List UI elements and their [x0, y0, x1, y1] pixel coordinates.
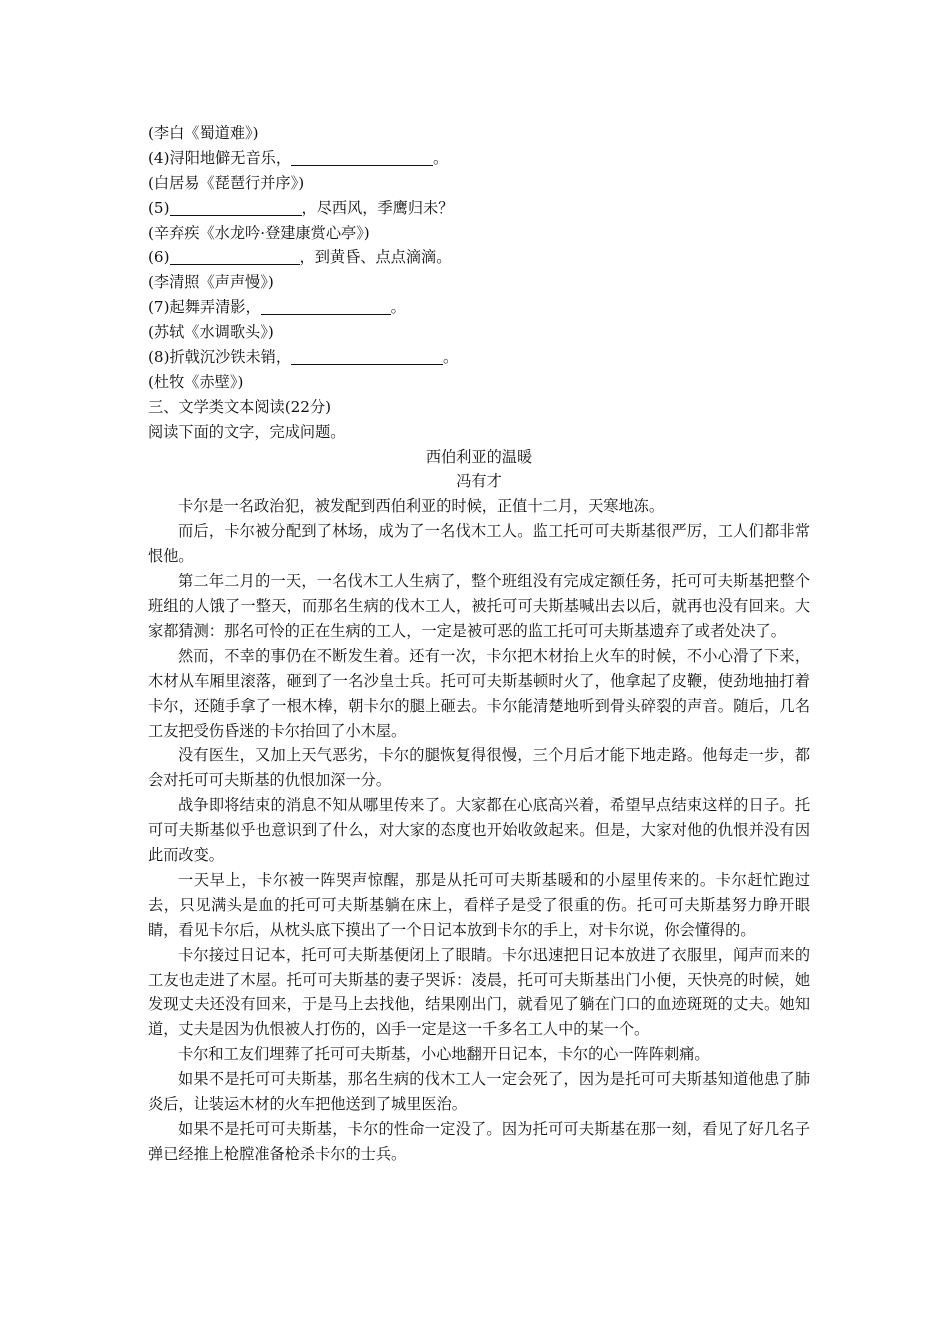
story-paragraph: 如果不是托可可夫斯基，那名生病的伐木工人一定会死了，因为是托可可夫斯基知道他患了肺炎后，让装运木材的火车把他送到了城里医治。: [148, 1070, 810, 1114]
question-suffix: 。: [433, 148, 449, 167]
fill-in-question-8: [148, 345, 810, 370]
fill-in-question-5: [148, 196, 810, 221]
story-paragraph: 卡尔和工友们埋葬了托可可夫斯基，小心地翻开日记本，卡尔的心一阵阵刺痛。: [178, 1045, 710, 1064]
answer-blank[interactable]: [291, 348, 443, 365]
story-paragraph: 卡尔是一名政治犯，被发配到西伯利亚的时候，正值十二月，天寒地冻。: [178, 497, 664, 516]
page-content: [148, 121, 810, 1167]
story-paragraph: 如果不是托可可夫斯基，卡尔的性命一定没了。因为托可可夫斯基在那一刻，看见了好几名子弹已经推上枪膛准备枪杀卡尔的士兵。: [148, 1120, 810, 1163]
fill-in-question-7: [148, 295, 810, 320]
poem-source: (李清照《声声慢》): [148, 273, 274, 292]
reading-instruction: 阅读下面的文字，完成问题。: [148, 422, 346, 441]
answer-blank[interactable]: [170, 248, 300, 265]
section-heading: 三、文学类文本阅读(22分): [148, 397, 332, 416]
answer-blank[interactable]: [291, 149, 433, 166]
question-prefix: (5): [148, 198, 170, 217]
story-paragraph: 第二年二月的一天，一名伐木工人生病了，整个班组没有完成定额任务，托可可夫斯基把整个班组的人饿了一整天，而那名生病的伐木工人，被托可可夫斯基喊出去以后，就再也没有回来。大家都猜测：那名可怜的正在生病的工人，一定是被可恶的监工托可可夫斯基遗弃了或者处决了。: [148, 572, 810, 640]
poem-source: (杜牧《赤壁》): [148, 372, 244, 391]
fill-in-question-4: [148, 146, 810, 171]
poem-source: (白居易《琵琶行并序》): [148, 173, 305, 192]
story-paragraph: 战争即将结束的消息不知从哪里传来了。大家都在心底高兴着，希望早点结束这样的日子。托可可夫斯基似乎也意识到了什么，对大家的态度也开始收敛起来。但是，大家对他的仇恨并没有因此而改变。: [148, 796, 810, 865]
question-suffix: ，到黄昏、点点滴滴。: [299, 248, 452, 267]
story-paragraph: 而后，卡尔被分配到了林场，成为了一名伐木工人。监工托可可夫斯基很严厉，工人们都非常恨他。: [148, 522, 810, 566]
poem-source: (李白《蜀道难》): [148, 124, 259, 142]
question-prefix: (7)起舞弄清影，: [148, 298, 261, 317]
fill-in-question-6: [148, 245, 810, 270]
question-prefix: (8)折戟沉沙铁未销，: [148, 348, 292, 367]
story-author: 冯有才: [456, 472, 502, 491]
story-paragraph: 卡尔接过日记本，托可可夫斯基便闭上了眼睛。卡尔迅速把日记本放进了衣服里，闻声而来的工友也走进了木屋。托可可夫斯基的妻子哭诉：凌晨，托可可夫斯基出门小便，天快亮的时候，她发现丈夫还没有回来，于是马上去找他，结果刚出门，就看见了躺在门口的血迹斑斑的丈夫。她知道，丈夫是因为仇恨被人打伤的，凶手一定是这一千多名工人中的某一个。: [148, 945, 810, 1039]
question-suffix: ，尽西风，季鹰归未？: [301, 198, 454, 217]
answer-blank[interactable]: [261, 298, 391, 315]
story-title: 西伯利亚的温暖: [425, 447, 533, 466]
story-paragraph: 没有医生，又加上天气恶劣，卡尔的腿恢复得很慢，三个月后才能下地走路。他每走一步，都会对托可可夫斯基的仇恨加深一分。: [148, 746, 810, 790]
poem-source: (苏轼《水调歌头》): [148, 323, 274, 342]
answer-blank[interactable]: [170, 199, 302, 216]
poem-source: (辛弃疾《水龙吟·登建康赏心亭》): [148, 223, 370, 242]
question-suffix: 。: [390, 298, 406, 317]
question-prefix: (6): [148, 248, 170, 267]
question-prefix: (4)浔阳地僻无音乐，: [148, 148, 292, 167]
story-paragraph: 一天早上，卡尔被一阵哭声惊醒，那是从托可可夫斯基暖和的小屋里传来的。卡尔赶忙跑过去，只见满头是血的托可可夫斯基躺在床上，看样子是受了很重的伤。托可可夫斯基努力睁开眼睛，看见卡尔后，从枕头底下摸出了一个日记本放到卡尔的手上，对卡尔说，你会懂得的。: [148, 870, 810, 939]
question-suffix: 。: [443, 348, 459, 367]
story-paragraph: 然而，不幸的事仍在不断发生着。还有一次，卡尔把木材抬上火车的时候，不小心滑了下来，木材从车厢里滚落，砸到了一名沙皇士兵。托可可夫斯基顿时火了，他拿起了皮鞭，使劲地抽打着卡尔，还随手拿了一根木棒，朝卡尔的腿上砸去。卡尔能清楚地听到骨头碎裂的声音。随后，几名工友把受伤昏迷的卡尔抬回了小木屋。: [148, 646, 810, 740]
